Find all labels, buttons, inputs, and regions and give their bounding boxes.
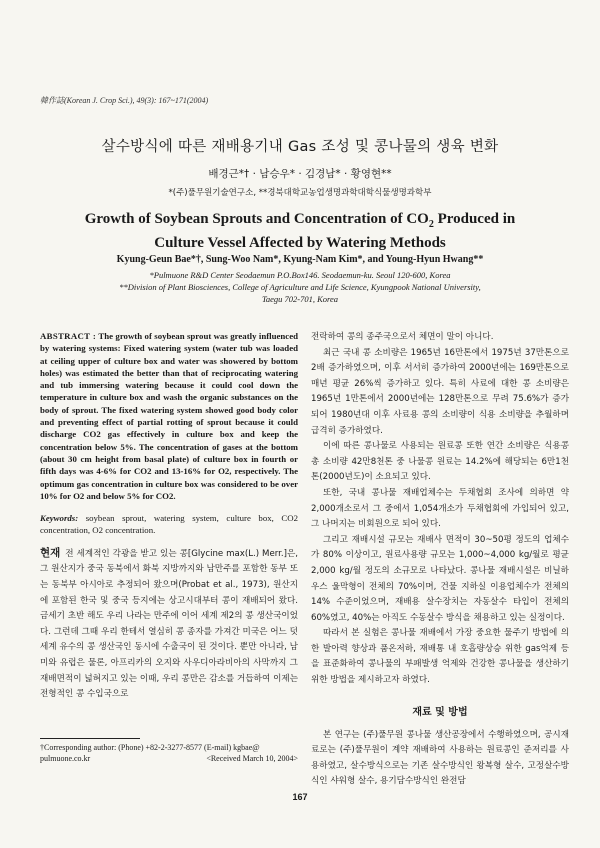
abstract-text: The growth of soybean sprout was greatly influenced by watering systems: Fixed watering system (water tub was loaded at ceiling upper of culture box and water was showered by bottom holes) was estimated the better than that of reciprocating watering and tub immersing watering because it could cool down the temperature in culture box and wash the organic substances on the body of sprout. The fixed watering system showed good body color and preventing effect of partial rotting of sprout because it could discharge CO2 gas effectively in culture box and keep the concentration below 5%. The concentration of gases at the bottom (about 30 cm height from basal plate) of culture box in fourth or fifth days was 4-6% for CO2 and 13-16% for O2, respectively. The optimum gas concentration in culture box was considered to be over 10% for O2 and below 5% for CO2. [40, 331, 298, 501]
english-affiliation [80, 269, 520, 305]
keywords-text: soybean sprout, watering system, culture box, CO2 concentration, O2 concentration. [40, 513, 299, 536]
abstract-label: ABSTRACT : [40, 331, 97, 341]
paragraph: 따라서 본 실험은 콩나물 재배에서 가장 중요한 물주기 방법에 의한 발아력 향상과 품온저하, 재배통 내 호흡량상승 위한 gas억제 등을 표준화하여 콩나물의 부패발생 억제와 건강한 콩나물을 생산하기 위한 방법을 제시하고자 하였다. [311, 628, 569, 686]
korean-authors: 배경근*† · 남승우* · 김경남* · 황영현** [208, 168, 392, 180]
received-date: <Received March 10, 2004> [206, 754, 298, 763]
affiliation-line-3: Taegu 702-701, Korea [261, 294, 339, 304]
paragraph: 이에 따른 콩나물로 사용되는 원료콩 또한 연간 소비량은 식용콩 총 소비량 42만8천톤 중 나물콩 원료는 14.2%에 해당되는 6만1천톤(2000년도)이 소요되고 있다. [311, 441, 569, 483]
footnote-line-1: †Corresponding author: (Phone) +82-2-3277-8577 (E-mail) kgbae@ [40, 743, 260, 752]
english-title-subscript: 2 [428, 219, 434, 230]
paragraph: 전락하여 콩의 종주국으로서 체면이 말이 아니다. [311, 332, 494, 342]
footnote [40, 742, 298, 764]
affiliation-line-1: *Pulmuone R&D Center Seodaemun P.O.Box146. Seodaemun-ku. Seoul 120-600, Korea [149, 270, 451, 280]
section-heading: 재료 및 방법 [412, 706, 468, 718]
affiliation-line-2: **Division of Plant Biosciences, College of Agriculture and Life Science, Kyungpook National University, [119, 282, 481, 292]
keywords-label: Keywords: [40, 513, 79, 524]
paragraph: 본 연구는 (주)풀무원 콩나물 생산공장에서 수행하였으며, 공시재료로는 (주)풀무원이 계약 재배하여 사용하는 원료콩인 준저리를 사용하였고, 살수방식으로는 기존 살수방식인 왕복형 살수, 고정살수방식인 샤워형 살수, 용기담수방식인 완전담 [311, 729, 569, 787]
paragraph: 최근 국내 콩 소비량은 1965년 16만톤에서 1975년 37만톤으로 2배 증가하였으며, 이후 서서히 증가하여 2000년에는 169만톤으로 매년 평균 26%씩 증가하고 있다. 특히 사료에 대한 콩 소비량은 1965년 1만톤에서 2000년에는 128만톤으로 무려 75.6%가 증가되어 1980년대 이후 사료용 콩의 소비량이 식용 소비량을 추월하며 급격히 증가하였다. [311, 347, 569, 436]
page-number: 167 [292, 792, 308, 802]
intro-heading: 현재 [40, 546, 61, 559]
intro-text: 전 세계적인 각광을 받고 있는 콩[Glycine max(L.) Merr.]은, 그 원산지가 중국 동북에서 화북 지방까지와 남만주를 포함한 동부 또는 동북부 아시아로 추정되어 왔으며(Probat et al., 1973), 원산지에 포함된 한국 및 중국 등지에는 상고시대부터 콩이 재배되어 왔다. 금세기 초반 해도 우리 나라는 만주에 이어 세계 제2의 콩 생산국이었다. 그런데 그때 우리 한테서 열심히 콩 종자를 가져간 미국은 어느 덧 세계 유수의 콩 생산국인 동시에 수출국이 된 것이다. 뿐만 아니라, 남미와 유럽은 물론, 아프리카의 오지와 사우디아라비아의 사막까지 그 재배면적이 넓혀지고 있는 이때, 우리 콩만은 감소를 거듭하여 이제는 전형적인 콩 수입국으로 [40, 548, 298, 700]
english-title-line2: Culture Vessel Affected by Watering Methods [154, 235, 446, 251]
paragraph: 또한, 국내 콩나물 재배업체수는 두채협회 조사에 의하면 약 2,000개소로서 그 중에서 1,054개소가 두채협회에 가입되어 있고, 그 나머지는 비회원으로 되어 있다. [311, 487, 569, 530]
left-column [40, 330, 298, 703]
footnote-email-tail: pulmuone.co.kr [40, 754, 91, 763]
english-title-part2: Produced in [433, 211, 516, 227]
english-title-part1: Growth of Soybean Sprouts and Concentration of CO [84, 211, 429, 227]
english-authors: Kyung-Geun Bae*†, Sung-Woo Nam*, Kyung-Nam Kim*, and Young-Hyun Hwang** [116, 254, 484, 265]
journal-citation: 韓作誌(Korean J. Crop Sci.), 49(3): 167~171(2004) [40, 96, 209, 105]
korean-title: 살수방식에 따른 재배용기내 Gas 조성 및 콩나물의 생육 변화 [101, 139, 499, 155]
introduction [40, 546, 298, 703]
footnote-divider [40, 738, 140, 739]
footnote-line-2 [40, 753, 298, 764]
right-column [311, 330, 569, 790]
korean-affiliation: *(주)풀무원기술연구소, **경북대학교농업생명과학대학식물생명과학부 [168, 188, 432, 198]
keywords [40, 512, 298, 537]
abstract [40, 330, 298, 502]
paragraph: 그리고 재배시설 규모는 재배사 면적이 30~50평 정도의 업체수가 80% 이상이고, 원료사용량 규모는 1,000~4,000 kg/월로 평균 2,000 kg/월 정도의 소규모로 나타났다. 콩나물 재배시설은 비닐하우스 울막형이 전체의 70%이며, 건물 지하실 이용업체수가 전체의 14% 수준이었으며, 재배용 살수장치는 자동살수 타입이 전체의 60%였고, 40%는 아직도 수동살수 방식을 채용하고 있는 실정이다. [311, 534, 569, 623]
english-title [60, 210, 540, 253]
